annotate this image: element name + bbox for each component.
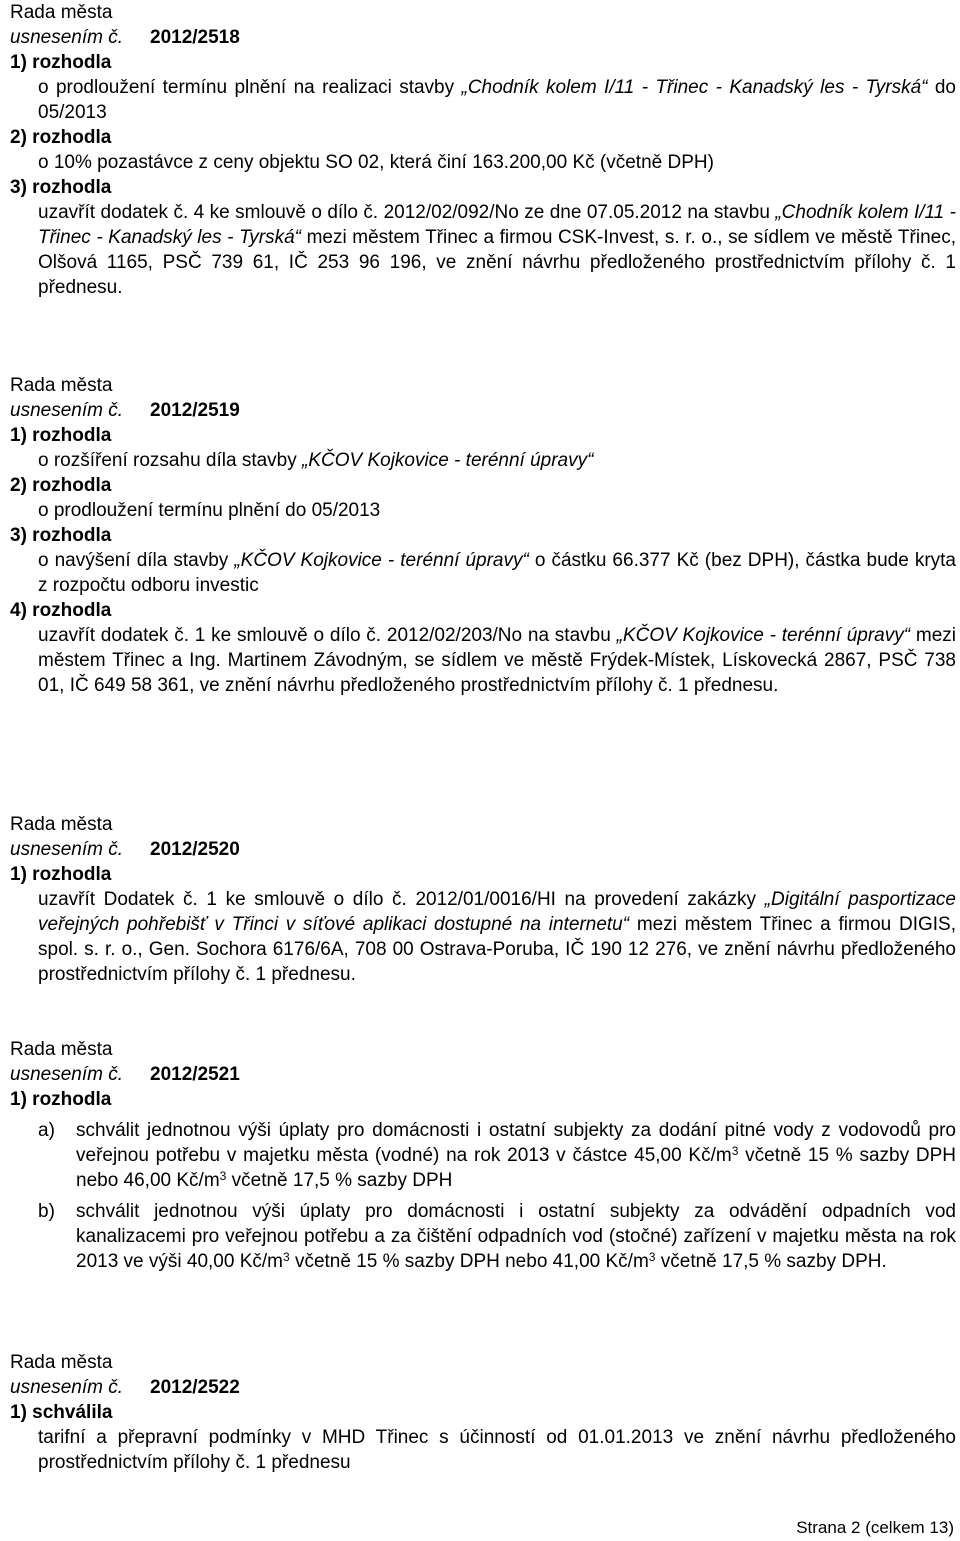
resolution-number: 2012/2518 (150, 27, 240, 48)
item-text (38, 1425, 956, 1475)
italic-text: „KČOV Kojkovice - terénní úpravy“ (234, 550, 529, 571)
resolution-item (10, 862, 956, 987)
resolution-item (10, 125, 956, 175)
resolution-2012-2521 (10, 1037, 956, 1274)
item-text (38, 498, 956, 523)
resolution-header (10, 25, 956, 50)
text-run: uzavřít dodatek č. 4 ke smlouvě o dílo č. 2012/02/092/No ze dne 07.05.2012 na stavbu (38, 202, 776, 223)
resolution-number: 2012/2519 (150, 400, 240, 421)
item-label: 3) rozhodla (10, 525, 112, 546)
sub-item-letter: b) (38, 1201, 55, 1222)
resolution-item (10, 598, 956, 698)
resolution-label: usnesením č. (10, 1064, 123, 1085)
resolution-header (10, 398, 956, 423)
italic-text: „Chodník kolem I/11 - Třinec - Kanadský les - Tyrská“ (461, 77, 928, 98)
item-label: 1) rozhodla (10, 52, 112, 73)
text-run: uzavřít Dodatek č. 1 ke smlouvě o dílo č. 2012/01/0016/HI na provedení zakázky (38, 889, 765, 910)
resolution-label: usnesením č. (10, 1377, 123, 1398)
page-footer: Strana 2 (celkem 13) (796, 1518, 954, 1537)
item-text (38, 887, 956, 987)
council-name: Rada města (10, 1352, 113, 1373)
resolution-2012-2520 (10, 812, 956, 987)
resolution-item (10, 175, 956, 300)
item-text (38, 548, 956, 598)
item-text (38, 150, 956, 175)
text-run: o 10% pozastávce z ceny objektu SO 02, která činí 163.200,00 Kč (včetně DPH) (38, 152, 714, 173)
resolution-2012-2519 (10, 373, 956, 698)
council-name: Rada města (10, 814, 113, 835)
sub-item-letter: a) (38, 1120, 55, 1141)
item-label: 2) rozhodla (10, 475, 112, 496)
resolution-number: 2012/2520 (150, 839, 240, 860)
resolution-label: usnesením č. (10, 27, 123, 48)
resolution-item (10, 1087, 956, 1274)
text-run: mezi městem Třinec a firmou CSK-Invest, s. r. o., se sídlem ve městě Třinec, Olšová 1165, PSČ 739 61, IČ 253 96 196, ve znění návrhu předloženého prostřednictvím přílohy č. 1 přednesu. (38, 227, 956, 298)
item-text (38, 448, 956, 473)
item-text (38, 623, 956, 698)
text-run: uzavřít dodatek č. 1 ke smlouvě o dílo č. 2012/02/203/No na stavbu (38, 625, 617, 646)
italic-text: „Digitální pasportizace veřejných pohřebišť v Třinci v síťové aplikaci dostupné na internetu“ (38, 889, 956, 935)
superscript: 3 (283, 1250, 290, 1264)
resolution-label: usnesením č. (10, 400, 123, 421)
resolution-header (10, 1375, 956, 1400)
text-run: mezi městem Třinec a Ing. Martinem Závodným, se sídlem ve městě Frýdek-Místek, Lískovecká 2867, PSČ 738 01, IČ 649 58 361, ve znění návrhu předloženého prostřednictvím přílohy č. 1 přednesu. (38, 625, 956, 696)
text-run: o prodloužení termínu plnění do 05/2013 (38, 500, 381, 521)
council-name: Rada města (10, 2, 113, 23)
sub-item-text (76, 1118, 956, 1193)
superscript: 3 (219, 1169, 227, 1183)
item-label: 1) rozhodla (10, 425, 112, 446)
resolution-item (10, 423, 956, 473)
item-label: 1) rozhodla (10, 864, 112, 885)
sub-item (38, 1199, 956, 1274)
sub-item (38, 1118, 956, 1193)
text-run: o částku 66.377 Kč (bez DPH), částka bude kryta z rozpočtu odboru investic (38, 550, 956, 596)
text-run: schválit jednotnou výši úplaty pro domácnosti i ostatní subjekty za odvádění odpadních vod kanalizacemi pro veřejnou potřebu a za čištění odpadních vod (stočné) zařízení v majetku města na rok 2013 ve výši 40,00 Kč/m (76, 1201, 956, 1272)
resolution-item (10, 50, 956, 125)
resolution-header (10, 1062, 956, 1087)
text-run: včetně 17,5 % sazby DPH. (655, 1251, 887, 1272)
item-text (38, 200, 956, 300)
text-run: schválit jednotnou výši úplaty pro domácnosti i ostatní subjekty za dodání pitné vody z vodovodů pro veřejnou potřebu v majetku města (vodné) na rok 2013 v částce 45,00 Kč/m (76, 1120, 956, 1166)
text-run: o rozšíření rozsahu díla stavby (38, 450, 303, 471)
resolution-2012-2522 (10, 1350, 956, 1475)
text-run: o prodloužení termínu plnění na realizaci stavby (38, 77, 462, 98)
resolution-item (10, 1400, 956, 1475)
text-run: tarifní a přepravní podmínky v MHD Třinec s účinností od 01.01.2013 ve znění návrhu předloženého prostřednictvím přílohy č. 1 přednesu (38, 1427, 956, 1473)
resolution-number: 2012/2522 (150, 1377, 240, 1398)
italic-text: „KČOV Kojkovice - terénní úpravy“ (616, 625, 911, 646)
item-text (38, 75, 956, 125)
superscript: 3 (648, 1250, 656, 1264)
resolution-number: 2012/2521 (150, 1064, 240, 1085)
council-name: Rada města (10, 1039, 113, 1060)
resolution-item (10, 473, 956, 523)
superscript: 3 (731, 1144, 739, 1158)
item-label: 4) rozhodla (10, 600, 112, 621)
item-label: 3) rozhodla (10, 177, 112, 198)
text-run: o navýšení díla stavby (38, 550, 235, 571)
text-run: včetně 17,5 % sazby DPH (226, 1170, 453, 1191)
item-label: 1) schválila (10, 1402, 113, 1423)
resolution-label: usnesením č. (10, 839, 123, 860)
resolution-2012-2518 (10, 0, 956, 300)
council-name: Rada města (10, 375, 113, 396)
text-run: včetně 15 % sazby DPH nebo 46,00 Kč/m (76, 1145, 956, 1191)
item-label: 1) rozhodla (10, 1089, 112, 1110)
italic-text: „Chodník kolem I/11 - Třinec - Kanadský les - Tyrská“ (38, 202, 957, 248)
text-run: včetně 15 % sazby DPH nebo 41,00 Kč/m (289, 1251, 649, 1272)
text-run: mezi městem Třinec a firmou DIGIS, spol. s. r. o., Gen. Sochora 6176/6A, 708 00 Ostrava-Poruba, IČ 190 12 276, ve znění návrhu předloženého prostřednictvím přílohy č. 1 přednesu. (38, 914, 956, 985)
sub-item-text (76, 1199, 956, 1274)
item-label: 2) rozhodla (10, 127, 112, 148)
resolution-item (10, 523, 956, 598)
text-run: do 05/2013 (38, 77, 956, 123)
resolution-header (10, 837, 956, 862)
italic-text: „KČOV Kojkovice - terénní úpravy“ (302, 450, 594, 471)
